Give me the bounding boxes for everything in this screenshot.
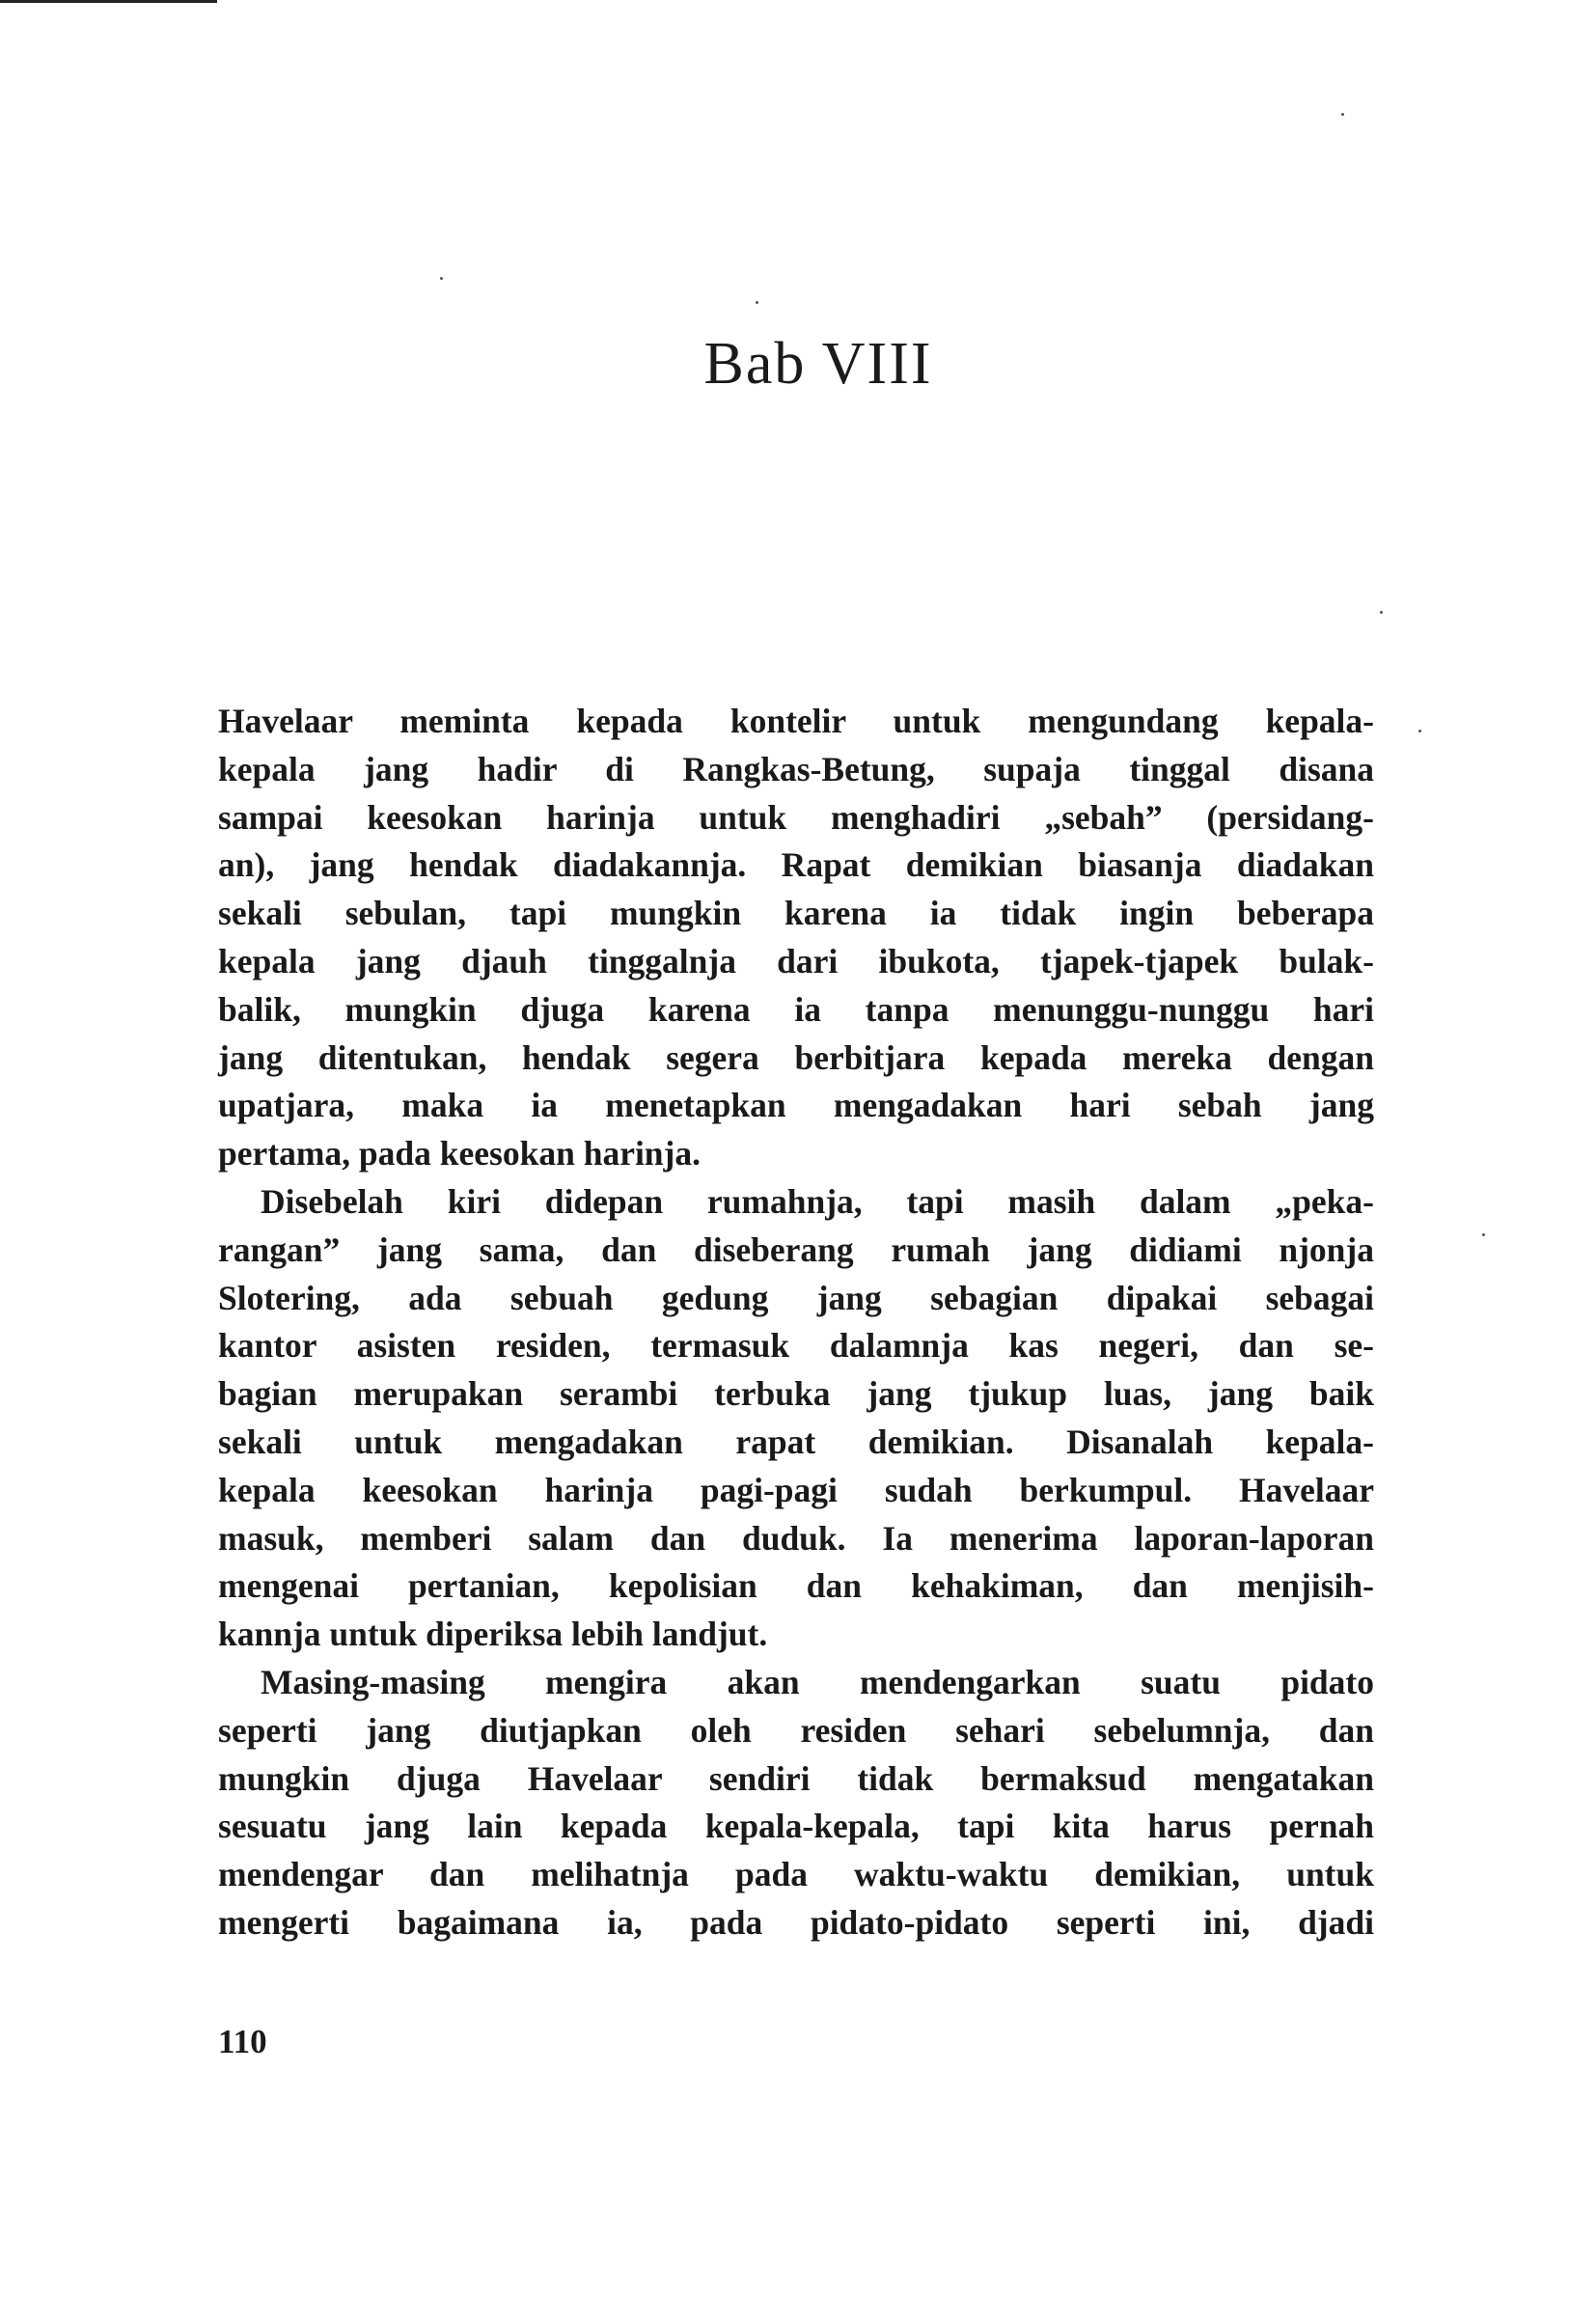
scan-speck xyxy=(1482,1233,1485,1236)
text-line: sekali sebulan, tapi mungkin karena ia tidak ingin beberapa xyxy=(218,894,1374,933)
scan-speck xyxy=(1418,730,1421,732)
text-line: rangan” jang sama, dan diseberang rumah jang didiami njonja xyxy=(218,1229,1374,1269)
text-line: mengerti bagaimana ia, pada pidato-pidato seperti ini, djadi xyxy=(218,1902,1374,1942)
text-line: sekali untuk mengadakan rapat demikian. Disanalah kepala- xyxy=(218,1422,1374,1461)
text-line: sampai keesokan harinja untuk menghadiri „sebah” (persidang- xyxy=(218,797,1374,837)
scan-speck xyxy=(1380,611,1383,614)
scan-edge-rule xyxy=(0,0,217,3)
text-line: bagian merupakan serambi terbuka jang tjukup luas, jang baik xyxy=(218,1374,1374,1414)
text-line: sesuatu jang lain kepada kepala-kepala, tapi kita harus pernah xyxy=(218,1807,1374,1846)
text-line: jang ditentukan, hendak segera berbitjara kepada mereka dengan xyxy=(218,1037,1374,1077)
text-line: kepala jang hadir di Rangkas-Betung, supaja tinggal disana xyxy=(218,749,1374,788)
text-line: upatjara, maka ia menetapkan mengadakan hari sebah jang xyxy=(218,1086,1374,1125)
text-line: Slotering, ada sebuah gedung jang sebagian dipakai sebagai xyxy=(218,1278,1374,1317)
text-line: kepala keesokan harinja pagi-pagi sudah berkumpul. Havelaar xyxy=(218,1470,1374,1509)
scan-speck xyxy=(756,301,758,304)
scan-speck xyxy=(440,277,443,280)
text-line: kepala jang djauh tinggalnja dari ibukota, tjapek-tjapek bulak- xyxy=(218,941,1374,980)
text-line: pertama, pada keesokan harinja. xyxy=(218,1134,701,1174)
text-line: mengenai pertanian, kepolisian dan kehakiman, dan menjisih- xyxy=(218,1566,1374,1606)
text-line: masuk, memberi salam dan duduk. Ia menerima laporan-laporan xyxy=(218,1518,1374,1558)
scan-speck xyxy=(1341,113,1344,116)
text-line: balik, mungkin djuga karena ia tanpa menunggu-nunggu hari xyxy=(218,989,1374,1029)
chapter-title: Bab VIII xyxy=(703,331,933,397)
text-line: kantor asisten residen, termasuk dalamnja kas negeri, dan se- xyxy=(218,1326,1374,1366)
text-line: an), jang hendak diadakannja. Rapat demikian biasanja diadakan xyxy=(218,845,1374,885)
text-line: mungkin djuga Havelaar sendiri tidak bermaksud mengatakan xyxy=(218,1758,1374,1798)
body-text xyxy=(218,698,1374,1947)
paragraph xyxy=(218,698,1374,1178)
text-line: Havelaar meminta kepada kontelir untuk mengundang kepala- xyxy=(218,702,1374,740)
text-line: Masing-masing mengira akan mendengarkan suatu pidato xyxy=(261,1662,1374,1701)
page-number: 110 xyxy=(218,2023,267,2060)
text-line: seperti jang diutjapkan oleh residen sehari sebelumnja, dan xyxy=(218,1710,1374,1750)
text-line: kannja untuk diperiksa lebih landjut. xyxy=(218,1615,768,1654)
paragraph xyxy=(218,1659,1374,1947)
paragraph xyxy=(218,1178,1374,1659)
text-line: Disebelah kiri didepan rumahnja, tapi masih dalam „peka- xyxy=(261,1181,1374,1221)
text-line: mendengar dan melihatnja pada waktu-waktu demikian, untuk xyxy=(218,1855,1374,1894)
